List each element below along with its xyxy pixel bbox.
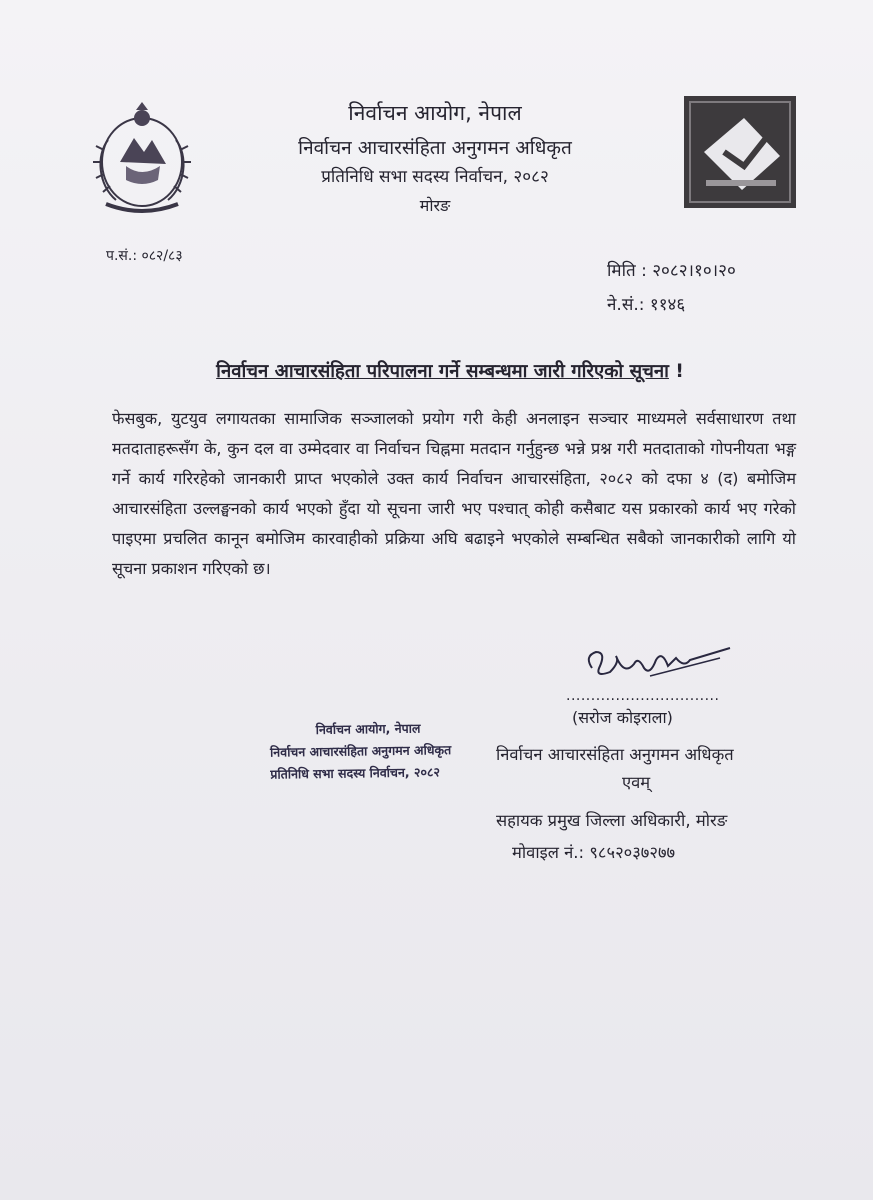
stamp-line-2: निर्वाचन आचारसंहिता अनुगमन अधिकृत xyxy=(269,742,452,760)
stamp-line-3: प्रतिनिधि सभा सदस्य निर्वाचन, २०८२ xyxy=(270,764,441,782)
signatory-name: (सरोज कोइराला) xyxy=(572,708,673,727)
stamp-line-1: निर्वाचन आयोग, नेपाल xyxy=(315,720,421,738)
reference-number: प.सं.: ०८२/८३ xyxy=(106,248,183,264)
signatory-title: निर्वाचन आचारसंहिता अनुगमन अधिकृत xyxy=(496,745,734,764)
nepal-emblem-icon xyxy=(86,100,198,218)
dispatch-number: ने.सं.: ११४६ xyxy=(607,295,686,315)
signatory-designation: सहायक प्रमुख जिल्ला अधिकारी, मोरङ xyxy=(496,811,728,830)
signature-line: ............................... xyxy=(566,688,720,704)
notice-subject xyxy=(120,358,780,383)
district-name: मोरङ xyxy=(419,196,451,215)
officer-title: निर्वाचन आचारसंहिता अनुगमन अधिकृत xyxy=(298,137,572,159)
election-name: प्रतिनिधि सभा सदस्य निर्वाचन, २०८२ xyxy=(321,167,549,187)
subject-suffix: ! xyxy=(668,361,684,382)
commission-name: निर्वाचन आयोग, नेपाल xyxy=(348,101,522,125)
signatory-mobile: मोवाइल नं.: ९८५२०३७२७७ xyxy=(512,843,676,862)
ballot-box-icon xyxy=(684,96,796,208)
date-block xyxy=(607,258,736,326)
letterhead xyxy=(240,100,630,218)
official-stamp xyxy=(270,716,511,785)
subject-text: निर्वाचन आचारसंहिता परिपालना गर्ने सम्बन्धमा जारी गरिएको सूचना xyxy=(216,361,669,382)
date: मिति : २०८२।१०।२० xyxy=(607,261,736,281)
notice-body: फेसबुक, युटयुव लगायतका सामाजिक सञ्जालको प्रयोग गरी केही अनलाइन सञ्चार माध्यमले सर्वसाधारण तथा मतदाताहरूसँग के, कुन दल वा उम्मेदवार वा निर्वाचन चिह्नमा मतदान गर्नुहुन्छ भन्ने प्रश्न गरी मतदाताको गोपनीयता भङ्ग गर्ने कार्य गरिरहेको जानकारी प्राप्त भएकोले उक्त कार्य निर्वाचन आचारसंहिता, २०८२ को दफा ४ (द) बमोजिम आचारसंहिता उल्लङ्घनको कार्य भएको हुँदा यो सूचना जारी भए पश्चात् कोही कसैबाट यस प्रकारको कार्य भए गरेको पाइएमा प्रचलित कानून बमोजिम कारवाहीको प्रक्रिया अघि बढाइने भएकोले सम्बन्धित सबैको जानकारीको लागि यो सूचना प्रकाशन गरिएको छ। xyxy=(112,409,796,578)
signatory-conjunction: एवम् xyxy=(622,773,651,792)
